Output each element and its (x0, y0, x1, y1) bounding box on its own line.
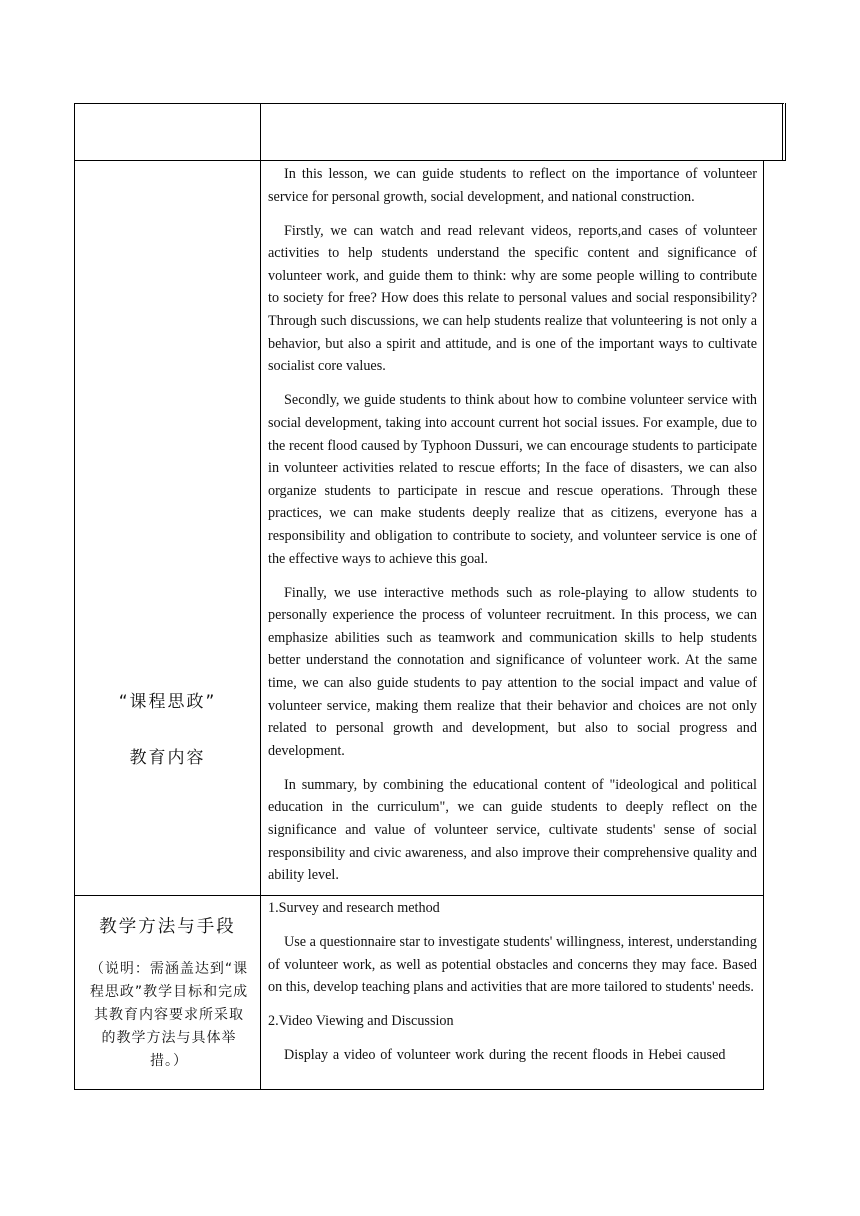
table-right-border (763, 160, 764, 1090)
header-row-right-border-outer (785, 103, 786, 161)
ideological-paragraph: Finally, we use interactive methods such as role-playing to allow students to personally experience the process of volunteer recruitment. In this process, we can emphasize abilities such as teamwork and communication skills to help students better understand the connotation and significance of volunteer work. At the same time, we can also guide students to pay attention to the social impact and value of volunteer service, making them realize that their behavior and choices are not only related to personal growth and development, but also to social progress and development. (268, 584, 757, 759)
method-heading-2: 2.Video Viewing and Discussion (268, 1013, 454, 1030)
header-row-right-border (782, 103, 783, 161)
methods-content-cell (268, 897, 757, 1090)
ideological-paragraph: In summary, by combining the educational content of "ideological and political education in the curriculum", we can guide students to deeply reflect on the significance and value of volunteer service, cultivate students' sense of social responsibility and civic awareness, and also improve their comprehensive quality and ability level. (268, 776, 757, 884)
ideological-paragraph: Firstly, we can watch and read relevant videos, reports,and cases of volunteer activities to help students understand the specific content and significance of volunteer work, and guide them to think: why are some people willing to contribute to society for free? How does this relate to personal values and social responsibility? Through such discussions, we can help students realize that volunteering is not only a behavior, but also a spirit and attitude, and is one of the important ways to cultivate socialist core values. (268, 222, 757, 375)
ideological-label-cell (75, 161, 260, 896)
method-text-2: Display a video of volunteer work during the recent floods in Hebei caused (284, 1047, 726, 1064)
column-divider (260, 103, 261, 1090)
table-top-border (74, 103, 784, 104)
ideological-content-cell (268, 163, 757, 898)
method-text-1: Use a questionnaire star to investigate students' willingness, interest, understanding of volunteer work, as well as potential obstacles and concerns they may face. Based on this, develop teaching plans and activities that are more tailored to students' needs. (268, 934, 757, 996)
methods-label-note: （说明：需涵盖达到“课程思政”教学目标和完成其教育内容要求所采取的教学方法与具体举措。） (89, 961, 249, 1069)
ideological-label-line2: 教育内容 (129, 748, 206, 768)
methods-label-title: 教学方法与手段 (99, 917, 236, 937)
method-heading-1: 1.Survey and research method (268, 900, 440, 916)
ideological-label-line1: “课程思政” (118, 692, 217, 712)
methods-label-cell (75, 896, 260, 1090)
ideological-paragraph: In this lesson, we can guide students to reflect on the importance of volunteer service for personal growth, social development, and national construction. (268, 166, 757, 205)
ideological-paragraph: Secondly, we guide students to think about how to combine volunteer service with social development, taking into account current hot social issues. For example, due to the recent flood caused by Typhoon Dussuri, we can encourage students to participate in volunteer activities related to rescue efforts; In the face of disasters, we can also organize students to participate in rescue and rescue operations. Through these practices, we can make students deeply realize that as citizens, everyone has a responsibility and obligation to contribute to society, and volunteer service is one of the effective ways to achieve this goal. (268, 392, 757, 567)
